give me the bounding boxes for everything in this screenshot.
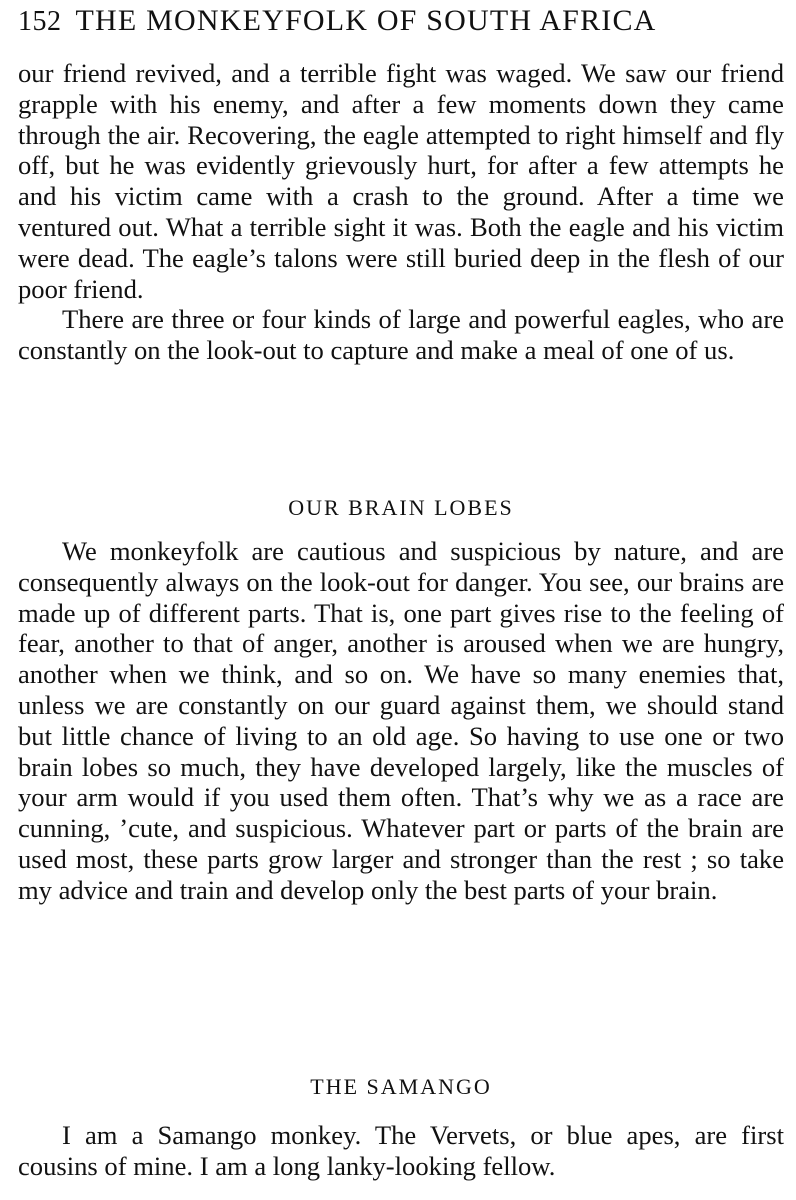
paragraph-samango: I am a Samango monkey. The Vervets, or blue apes, are first cousins of mine. I am a long lanky-looking fellow. [18, 1120, 784, 1181]
page-number: 152 [18, 6, 62, 37]
running-head [18, 4, 784, 48]
brain-lobes-text [18, 536, 784, 906]
samango-text [18, 1120, 784, 1182]
paragraph-brain-lobes: We monkeyfolk are cautious and suspicious by nature, and are consequently always on the look-out for danger. You see, our brains are made up of different parts. That is, one part gives rise to the feeling of fear, another to that of anger, another is aroused when we are hungry, another when we think, and so on. We have so many enemies that, unless we are constantly on our guard against them, we should stand but little chance of living to an old age. So having to use one or two brain lobes so much, they have developed largely, like the muscles of your arm would if you used them often. That’s why we as a race are cunning, ’cute, and suspicious. Whatever part or parts of the brain are used most, these parts grow larger and stronger than the rest ; so take my advice and train and develop only the best parts of your brain. [18, 536, 784, 905]
continuation-text [18, 58, 784, 366]
paragraph-eagles: There are three or four kinds of large and powerful eagles, who are constantly on the look-out to capture and make a meal of one of us. [18, 304, 784, 366]
heading-our-brain-lobes: OUR BRAIN LOBES [288, 495, 514, 520]
running-title: THE MONKEYFOLK OF SOUTH AFRICA [75, 4, 657, 37]
heading-the-samango: THE SAMANGO [310, 1074, 492, 1099]
paragraph-eagle-fight: our friend revived, and a terrible fight was waged. We saw our friend grapple with his enemy, and after a few moments down they came through the air. Recovering, the eagle attempted to right himself and fly off, but he was evidently grievously hurt, for after a few attempts he and his victim came with a crash to the ground. After a time we ventured out. What a terrible sight it was. Both the eagle and his victim were dead. The eagle’s talons were still buried deep in the flesh of our poor friend. [18, 58, 784, 304]
